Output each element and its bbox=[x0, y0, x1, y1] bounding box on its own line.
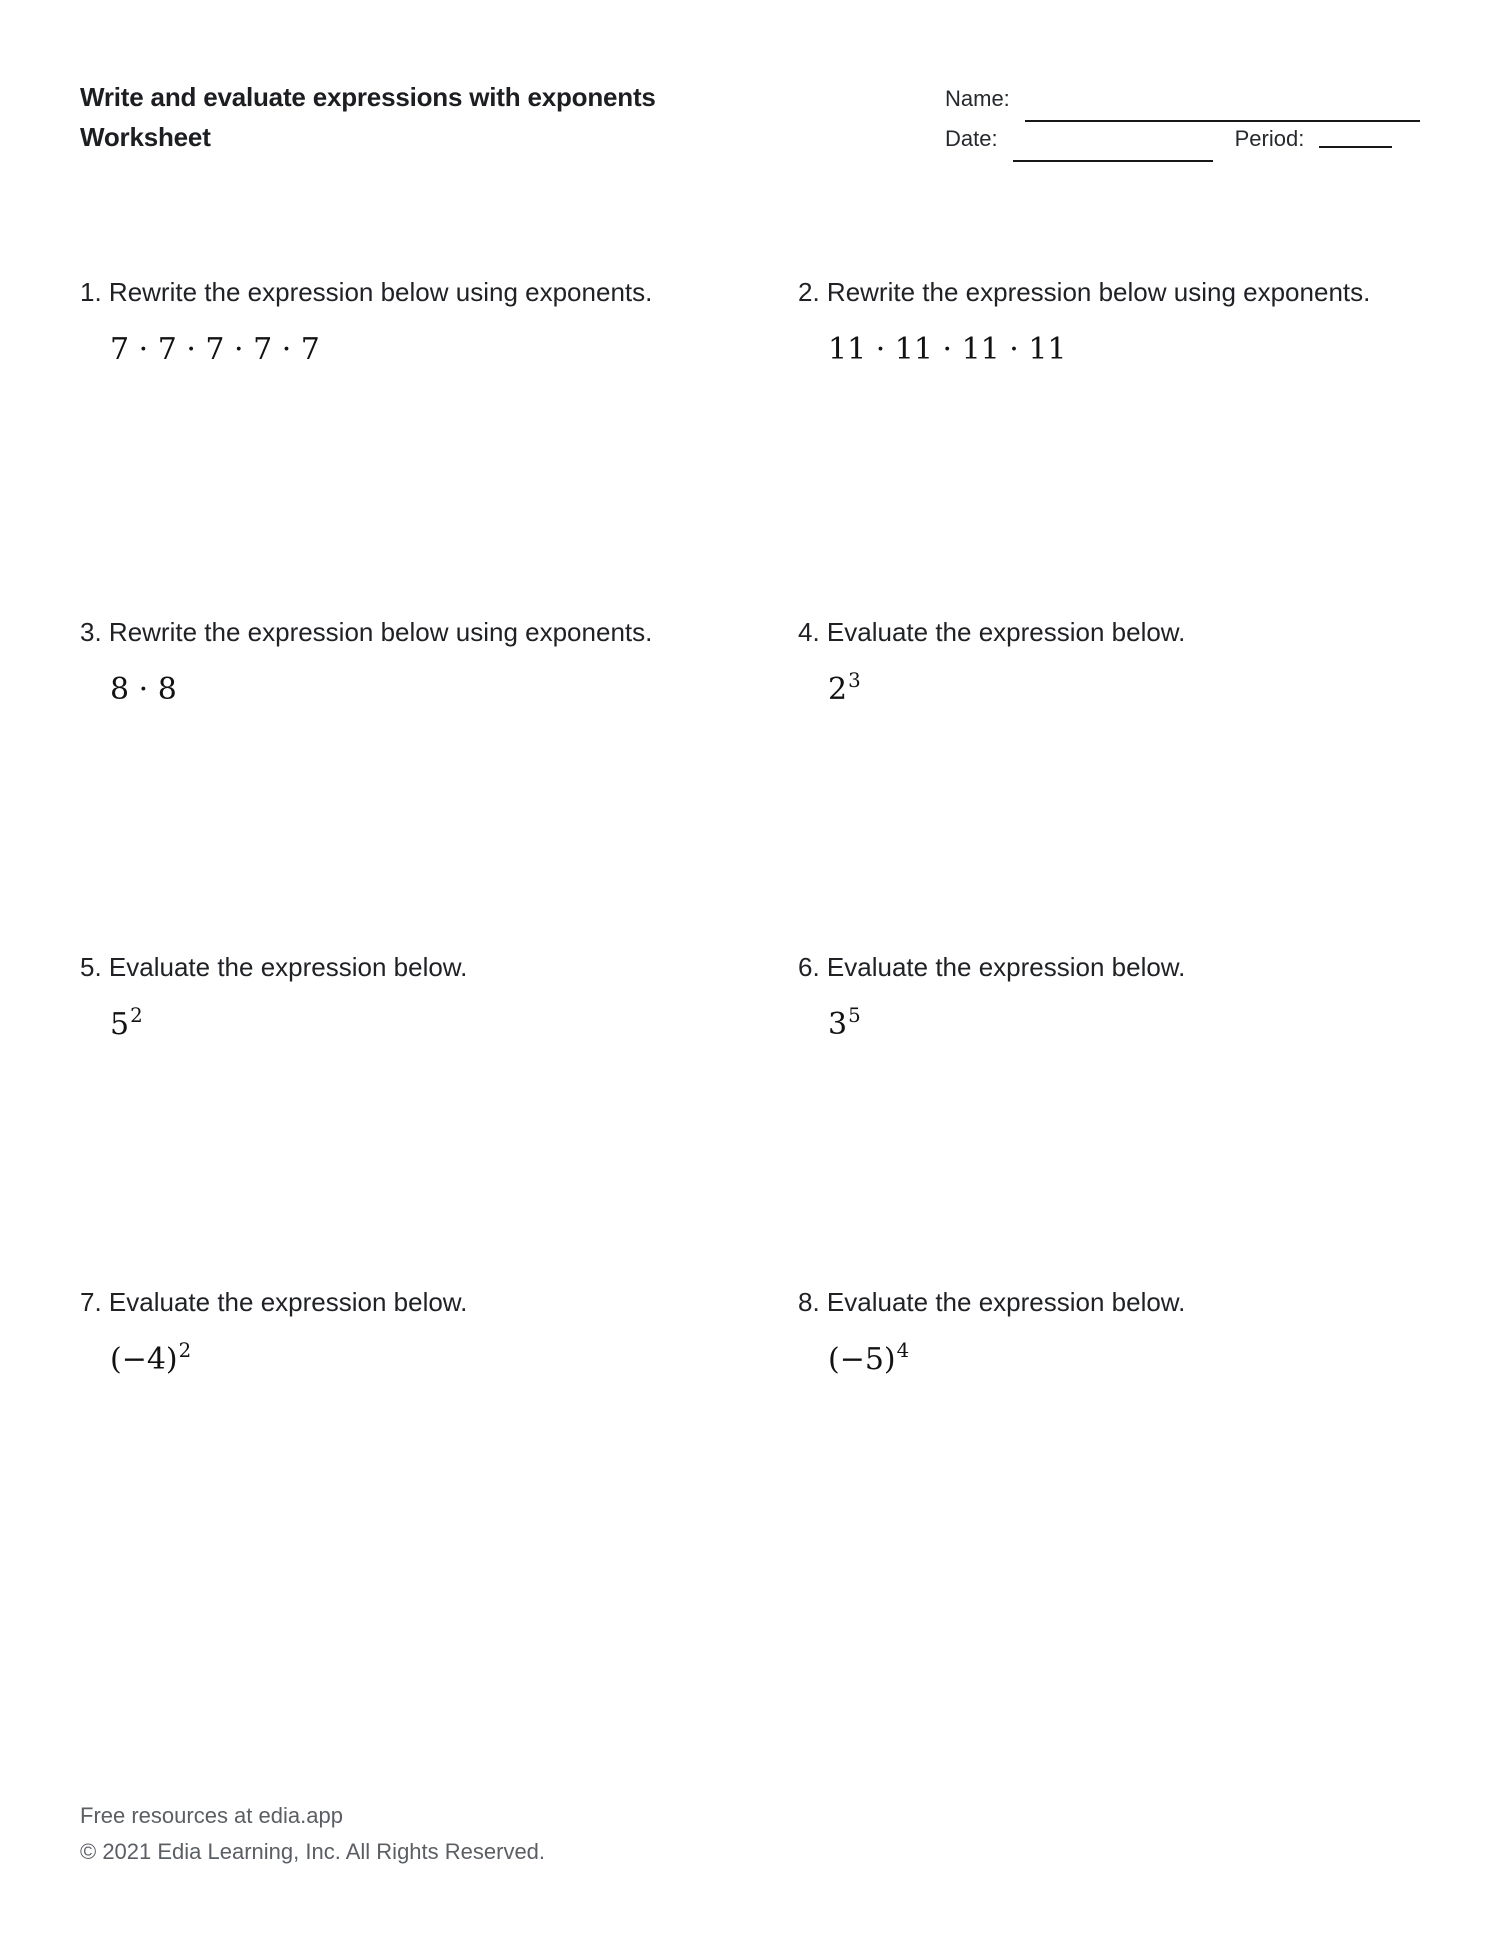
expression-base: 5 bbox=[110, 1007, 130, 1042]
problem-5 bbox=[80, 949, 467, 1048]
expression-base: 7 · 7 · 7 · 7 · 7 bbox=[110, 332, 320, 367]
problem-1 bbox=[80, 274, 652, 373]
problem-3 bbox=[80, 614, 652, 713]
date-label: Date: bbox=[945, 126, 998, 151]
footer-copyright-line: © 2021 Edia Learning, Inc. All Rights Reserved. bbox=[80, 1839, 546, 1864]
problem-6 bbox=[798, 949, 1185, 1048]
period-blank-line bbox=[1319, 146, 1392, 148]
expression-exponent: 2 bbox=[178, 1339, 192, 1363]
problem-number: 7. bbox=[80, 1287, 102, 1317]
page-title-line2: Worksheet bbox=[80, 122, 211, 152]
problem-8 bbox=[798, 1284, 1185, 1383]
problem-4-expression bbox=[828, 670, 1185, 713]
expression-exponent: 5 bbox=[848, 1004, 861, 1028]
problem-4-question bbox=[798, 614, 1185, 650]
student-info-fields bbox=[945, 86, 1420, 166]
problem-number: 2. bbox=[798, 277, 820, 307]
problem-number: 3. bbox=[80, 617, 102, 647]
problem-number: 5. bbox=[80, 952, 102, 982]
problem-8-expression bbox=[828, 1340, 1185, 1383]
problem-1-expression bbox=[110, 330, 652, 373]
expression-exponent: 3 bbox=[848, 669, 861, 693]
problem-1-question bbox=[80, 274, 652, 310]
problem-5-expression bbox=[110, 1005, 467, 1048]
problem-prompt: Rewrite the expression below using exponents. bbox=[108, 617, 653, 647]
expression-base: 8 · 8 bbox=[110, 672, 177, 707]
problem-2-expression bbox=[828, 330, 1370, 373]
problem-5-question bbox=[80, 949, 467, 985]
problem-6-question bbox=[798, 949, 1185, 985]
expression-base: (−4) bbox=[110, 1342, 178, 1377]
problem-prompt: Rewrite the expression below using exponents. bbox=[108, 277, 653, 307]
problem-prompt: Evaluate the expression below. bbox=[826, 952, 1186, 982]
problem-number: 4. bbox=[798, 617, 820, 647]
period-field-group bbox=[1235, 126, 1393, 152]
problem-3-expression bbox=[110, 670, 652, 713]
expression-base: 2 bbox=[828, 672, 848, 707]
date-period-field-row bbox=[945, 126, 1420, 166]
problem-2 bbox=[798, 274, 1370, 373]
problem-7-question bbox=[80, 1284, 467, 1320]
name-blank-line bbox=[1025, 120, 1420, 122]
expression-base: 3 bbox=[828, 1007, 848, 1042]
period-label: Period: bbox=[1234, 126, 1305, 151]
problem-prompt: Evaluate the expression below. bbox=[108, 952, 468, 982]
problem-number: 1. bbox=[80, 277, 102, 307]
date-blank-line bbox=[1013, 160, 1213, 162]
page-footer bbox=[80, 1798, 545, 1870]
problem-2-question bbox=[798, 274, 1370, 310]
problem-4 bbox=[798, 614, 1185, 713]
problem-number: 8. bbox=[798, 1287, 820, 1317]
footer-resources-line: Free resources at edia.app bbox=[80, 1803, 343, 1828]
page-title-line1: Write and evaluate expressions with exponents bbox=[80, 82, 656, 112]
problem-6-expression bbox=[828, 1005, 1185, 1048]
problem-number: 6. bbox=[798, 952, 820, 982]
page-title bbox=[80, 77, 656, 157]
expression-exponent: 2 bbox=[130, 1004, 143, 1028]
name-label: Name: bbox=[945, 86, 1010, 111]
problem-prompt: Evaluate the expression below. bbox=[826, 617, 1186, 647]
problem-prompt: Rewrite the expression below using exponents. bbox=[826, 277, 1371, 307]
problem-7-expression bbox=[110, 1340, 467, 1383]
problem-8-question bbox=[798, 1284, 1185, 1320]
problem-3-question bbox=[80, 614, 652, 650]
problem-7 bbox=[80, 1284, 467, 1383]
problem-prompt: Evaluate the expression below. bbox=[108, 1287, 468, 1317]
name-field-row bbox=[945, 86, 1420, 126]
expression-base: (−5) bbox=[828, 1342, 896, 1377]
problem-prompt: Evaluate the expression below. bbox=[826, 1287, 1186, 1317]
expression-base: 11 · 11 · 11 · 11 bbox=[828, 332, 1067, 367]
expression-exponent: 4 bbox=[896, 1339, 910, 1363]
